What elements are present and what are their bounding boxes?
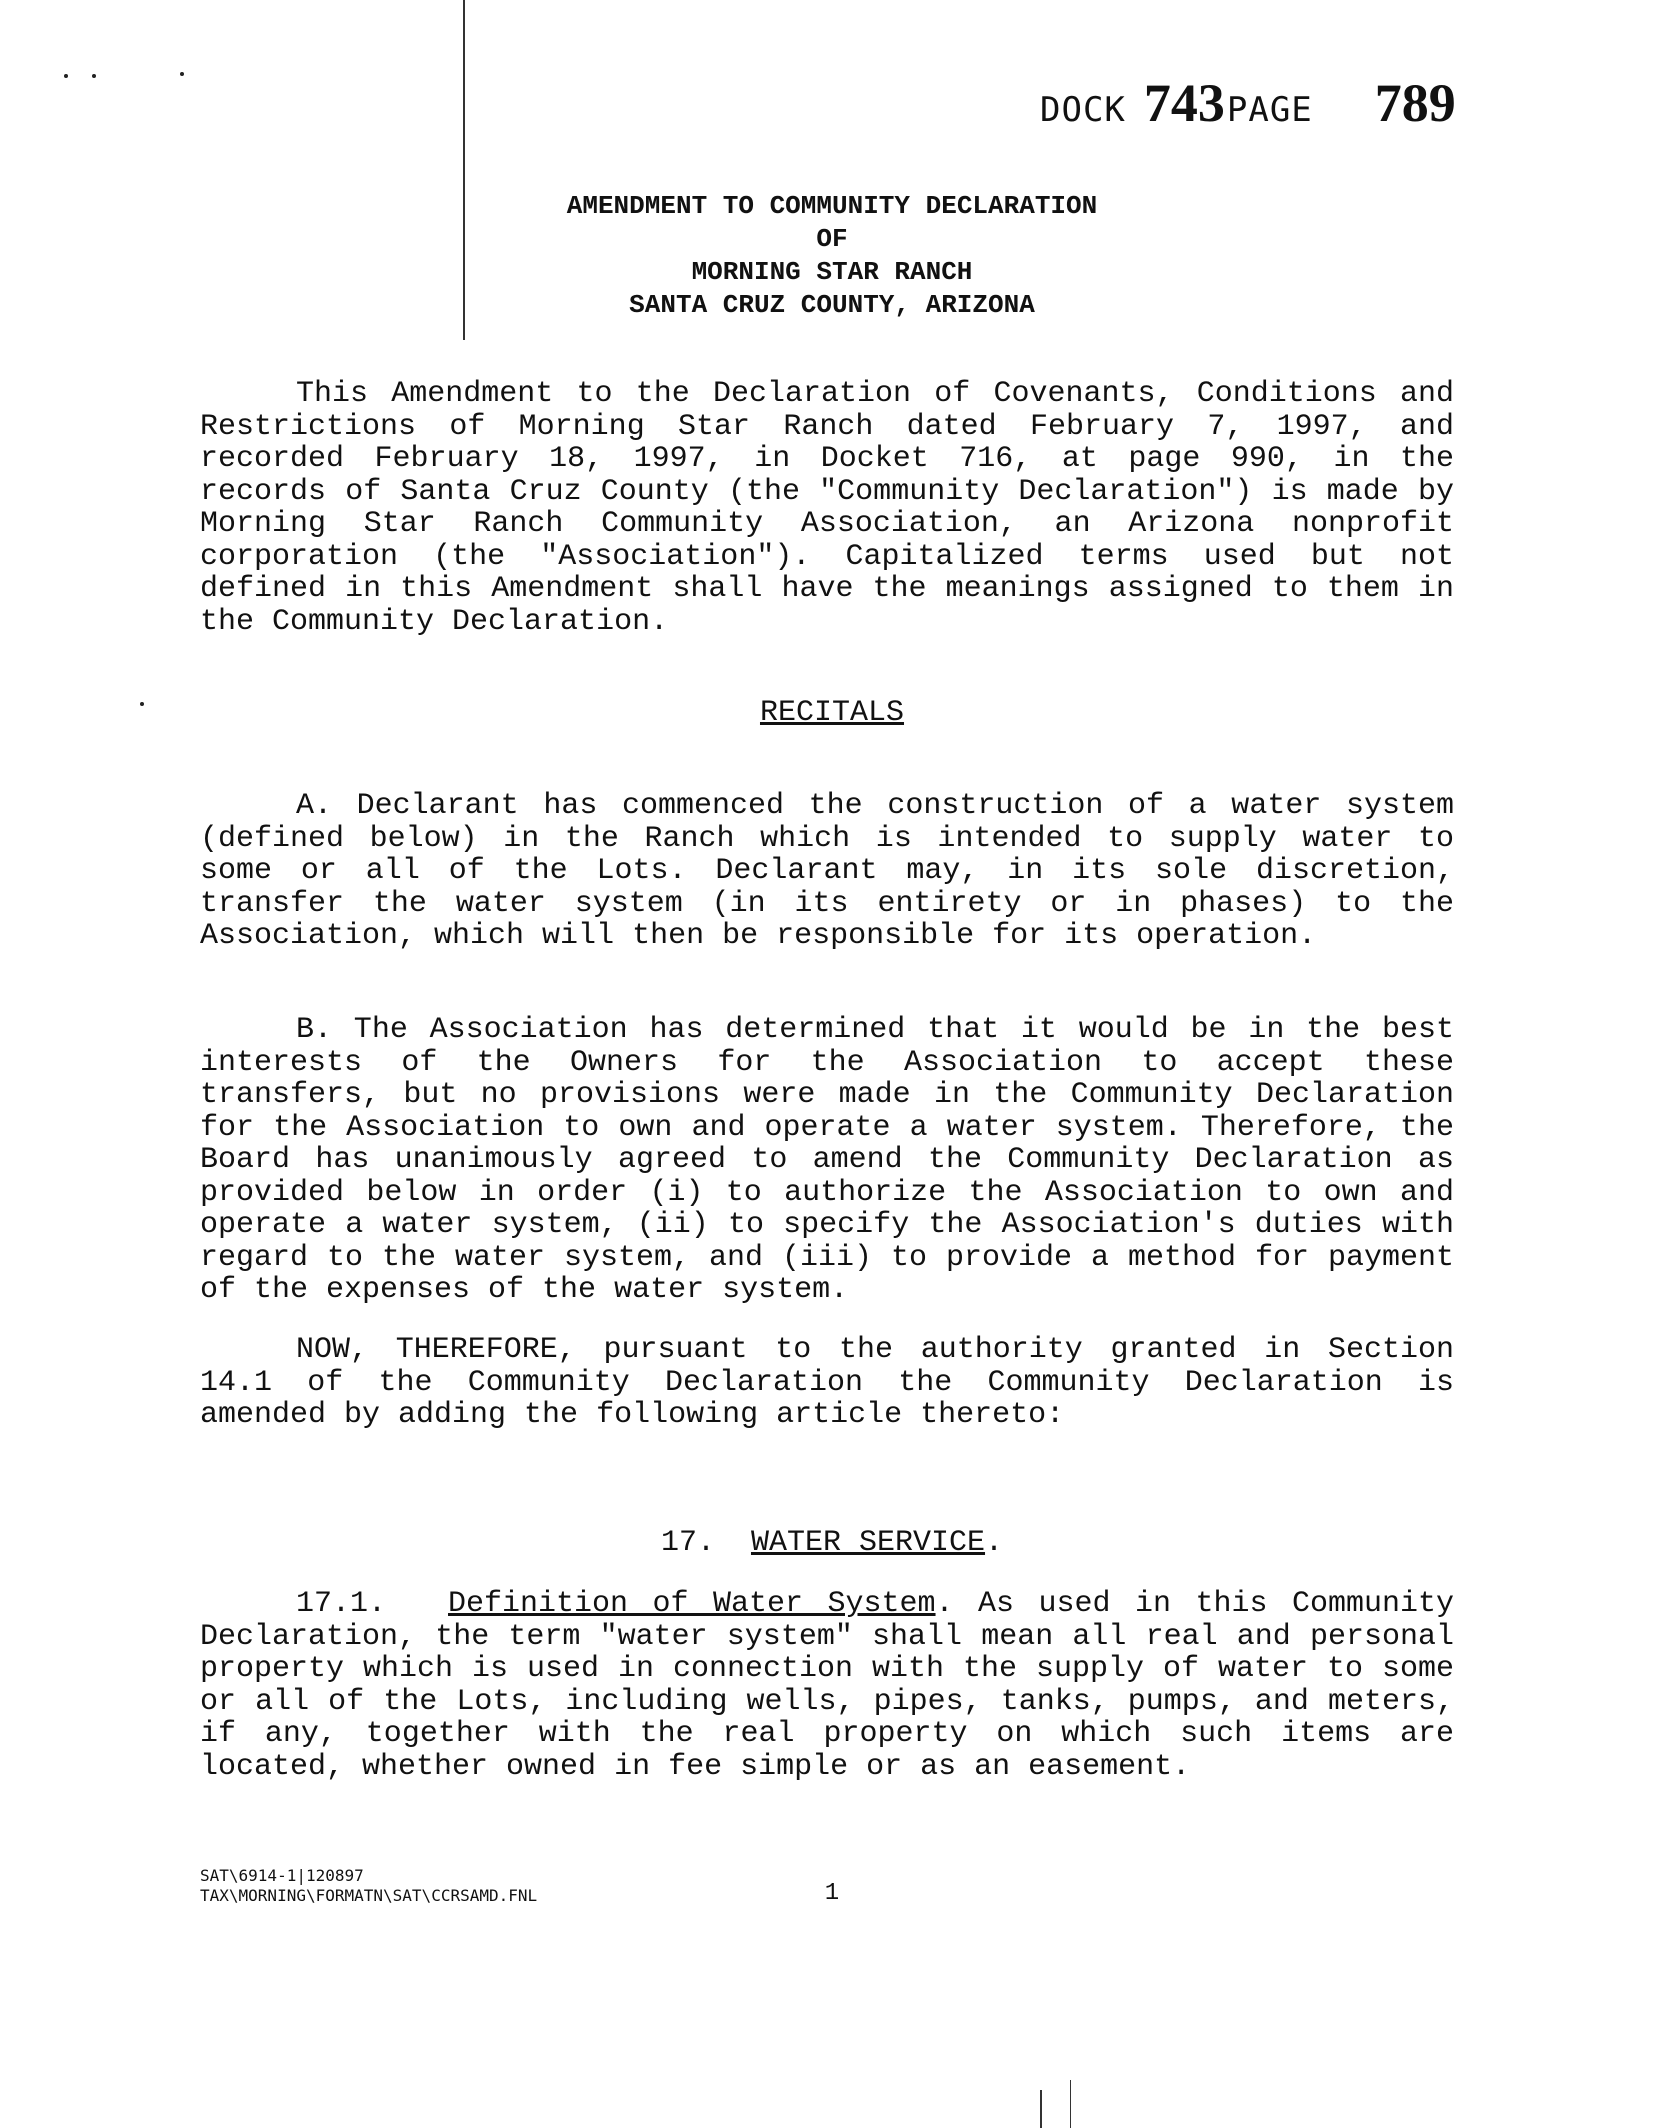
docket-number: 743 <box>1143 73 1225 133</box>
section-17-title: WATER SERVICE <box>750 1526 986 1560</box>
page-label: PAGE <box>1226 90 1313 130</box>
scan-speck <box>64 74 68 78</box>
section-17-period: . <box>985 1526 1004 1560</box>
page-number: 1 <box>824 1880 840 1907</box>
footer-line-1: SAT\6914-1|120897 <box>200 1866 364 1885</box>
title-line-4: SANTA CRUZ COUNTY, ARIZONA <box>629 290 1035 320</box>
recitals-heading <box>0 696 1664 730</box>
stamp-page-number: 789 <box>1374 73 1456 133</box>
recital-b-text: B. The Association has determined that it would be in the best interests of the Owners for the Association to accept these transfers, but no provisions were made in the Community Declaration for the Association to own and operate a water system. Therefore, the Board has unanimously agreed to amend the Community Declaration as provided below in order (i) to authorize the Association to own and operate a water system, (ii) to specify the Association's duties with regard to the water system, and (iii) to provide a method for payment of the expenses of the water system. <box>200 1013 1454 1307</box>
scan-artifact-line <box>1040 2090 1042 2128</box>
footer-line-2: TAX\MORNING\FORMATN\SAT\CCRSAMD.FNL <box>200 1886 538 1905</box>
section-17-1 <box>200 1588 1454 1783</box>
section-17-1-title: Definition of Water System <box>448 1587 936 1621</box>
title-line-3: MORNING STAR RANCH <box>691 257 973 287</box>
section-17-1-paragraph <box>200 1588 1454 1783</box>
section-17-1-text: . As used in this Community Declaration, the term "water system" shall mean all real and personal property which is used in connection with the supply of water to some or all of the Lots, including wells, pipes, tanks, pumps, and meters, if any, together with the real property on which such items are located, whether owned in fee simple or as an easement. <box>200 1587 1454 1784</box>
title-line-1: AMENDMENT TO COMMUNITY DECLARATION <box>566 191 1098 221</box>
docket-label: DOCK <box>1040 90 1126 130</box>
recital-a <box>200 790 1454 953</box>
now-therefore-text: NOW, THEREFORE, pursuant to the authority granted in Section 14.1 of the Community Declaration the Community Declaration is amended by adding the following article thereto: <box>200 1333 1454 1432</box>
recital-a-text: A. Declarant has commenced the construction of a water system (defined below) in the Ranch which is intended to supply water to some or all of the Lots. Declarant may, in its sole discretion, transfer the water system (in its entirety or in phases) to the Association, which will then be responsible for its operation. <box>200 789 1454 953</box>
recitals-heading-text: RECITALS <box>759 696 905 730</box>
document-title <box>0 190 1664 322</box>
now-therefore-paragraph <box>200 1334 1454 1432</box>
intro-text: This Amendment to the Declaration of Covenants, Conditions and Restrictions of Morning Star Ranch dated February 7, 1997, and recorded February 18, 1997, in Docket 716, at page 990, in the records of Santa Cruz County (the "Community Declaration") is made by Morning Star Ranch Community Association, an Arizona nonprofit corporation (the "Association"). Capitalized terms used but not defined in this Amendment shall have the meanings assigned to them in the Community Declaration. <box>200 377 1454 639</box>
recital-b <box>200 1014 1454 1307</box>
docket-stamp <box>1040 72 1456 134</box>
scan-artifact-line <box>1070 2080 1071 2128</box>
scan-speck <box>180 72 184 76</box>
title-line-2: OF <box>816 224 848 254</box>
intro-paragraph <box>200 378 1454 638</box>
section-17-number: 17. <box>660 1526 715 1560</box>
section-17-1-number: 17.1. <box>296 1587 387 1621</box>
scan-speck <box>92 74 96 78</box>
section-17-heading <box>0 1526 1664 1560</box>
